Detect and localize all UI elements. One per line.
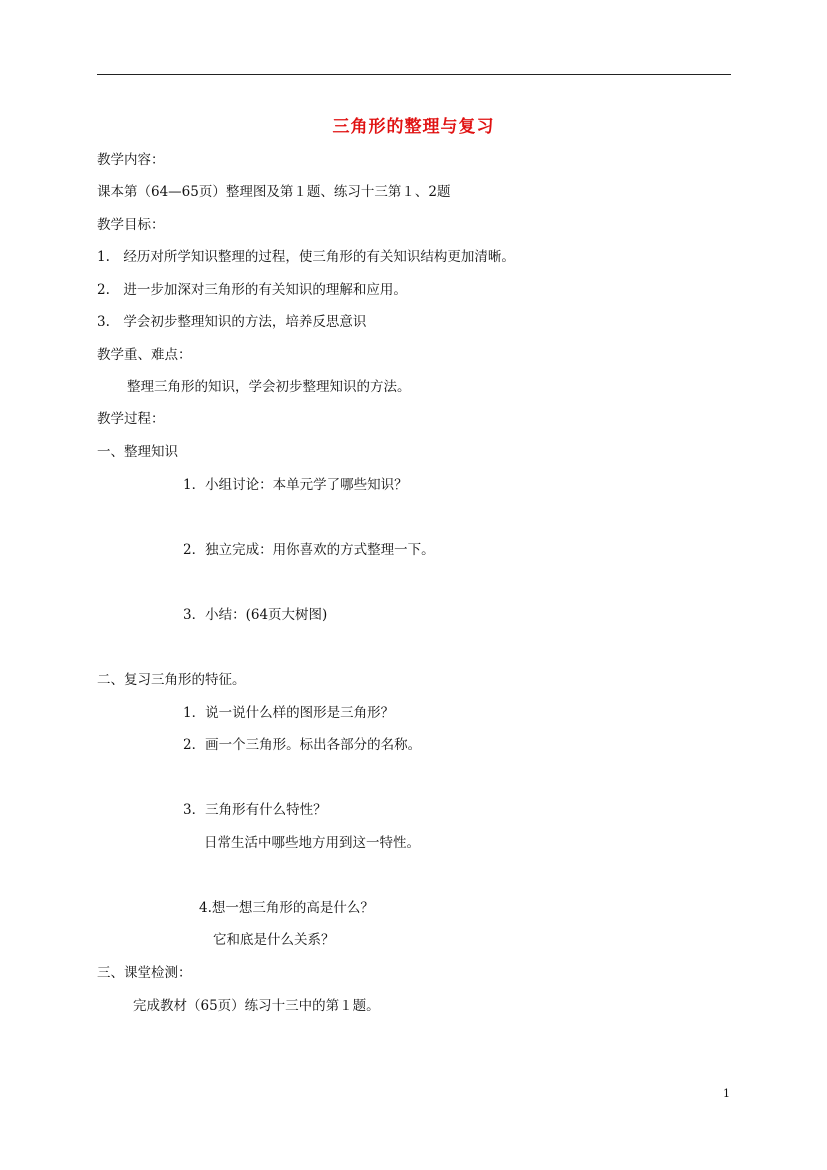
part-heading-2: 二、复习三角形的特征。 [97,672,246,688]
step-item: 2．独立完成：用你喜欢的方式整理一下。 [183,542,435,558]
part-heading-1: 一、整理知识 [97,444,178,460]
content-text: 课本第（64—65页）整理图及第１题、练习十三第１、2题 [97,184,451,200]
goal-item-2: 2. 进一步加深对三角形的有关知识的理解和应用。 [97,282,407,298]
key-points-text: 整理三角形的知识，学会初步整理知识的方法。 [127,379,411,395]
header-rule [97,74,731,75]
step-item: 2．画一个三角形。标出各部分的名称。 [183,737,422,753]
document-title: 三角形的整理与复习 [332,117,495,137]
step-item: 1．说一说什么样的图形是三角形？ [183,705,395,721]
part-heading-3: 三、课堂检测： [97,965,192,981]
exercise-text: 完成教材（65页）练习十三中的第１题。 [133,998,380,1014]
section-heading-key-points: 教学重、难点： [97,347,192,363]
step-item: 4.想一想三角形的高是什么？ [199,900,374,916]
section-heading-process: 教学过程： [97,411,165,427]
step-item: 3．三角形有什么特性？ [183,802,327,818]
step-subtext: 它和底是什么关系？ [213,932,335,948]
section-heading-content: 教学内容： [97,152,165,168]
page-number: 1 [723,1087,730,1100]
step-item: 3．小结：(64页大树图) [183,607,328,623]
step-subtext: 日常生活中哪些地方用到这一特性。 [204,835,420,851]
section-heading-goals: 教学目标： [97,217,165,233]
step-item: 1．小组讨论：本单元学了哪些知识？ [183,477,408,493]
goal-item-1: 1. 经历对所学知识整理的过程，使三角形的有关知识结构更加清晰。 [97,249,515,265]
goal-item-3: 3. 学会初步整理知识的方法，培养反思意识 [97,314,367,330]
